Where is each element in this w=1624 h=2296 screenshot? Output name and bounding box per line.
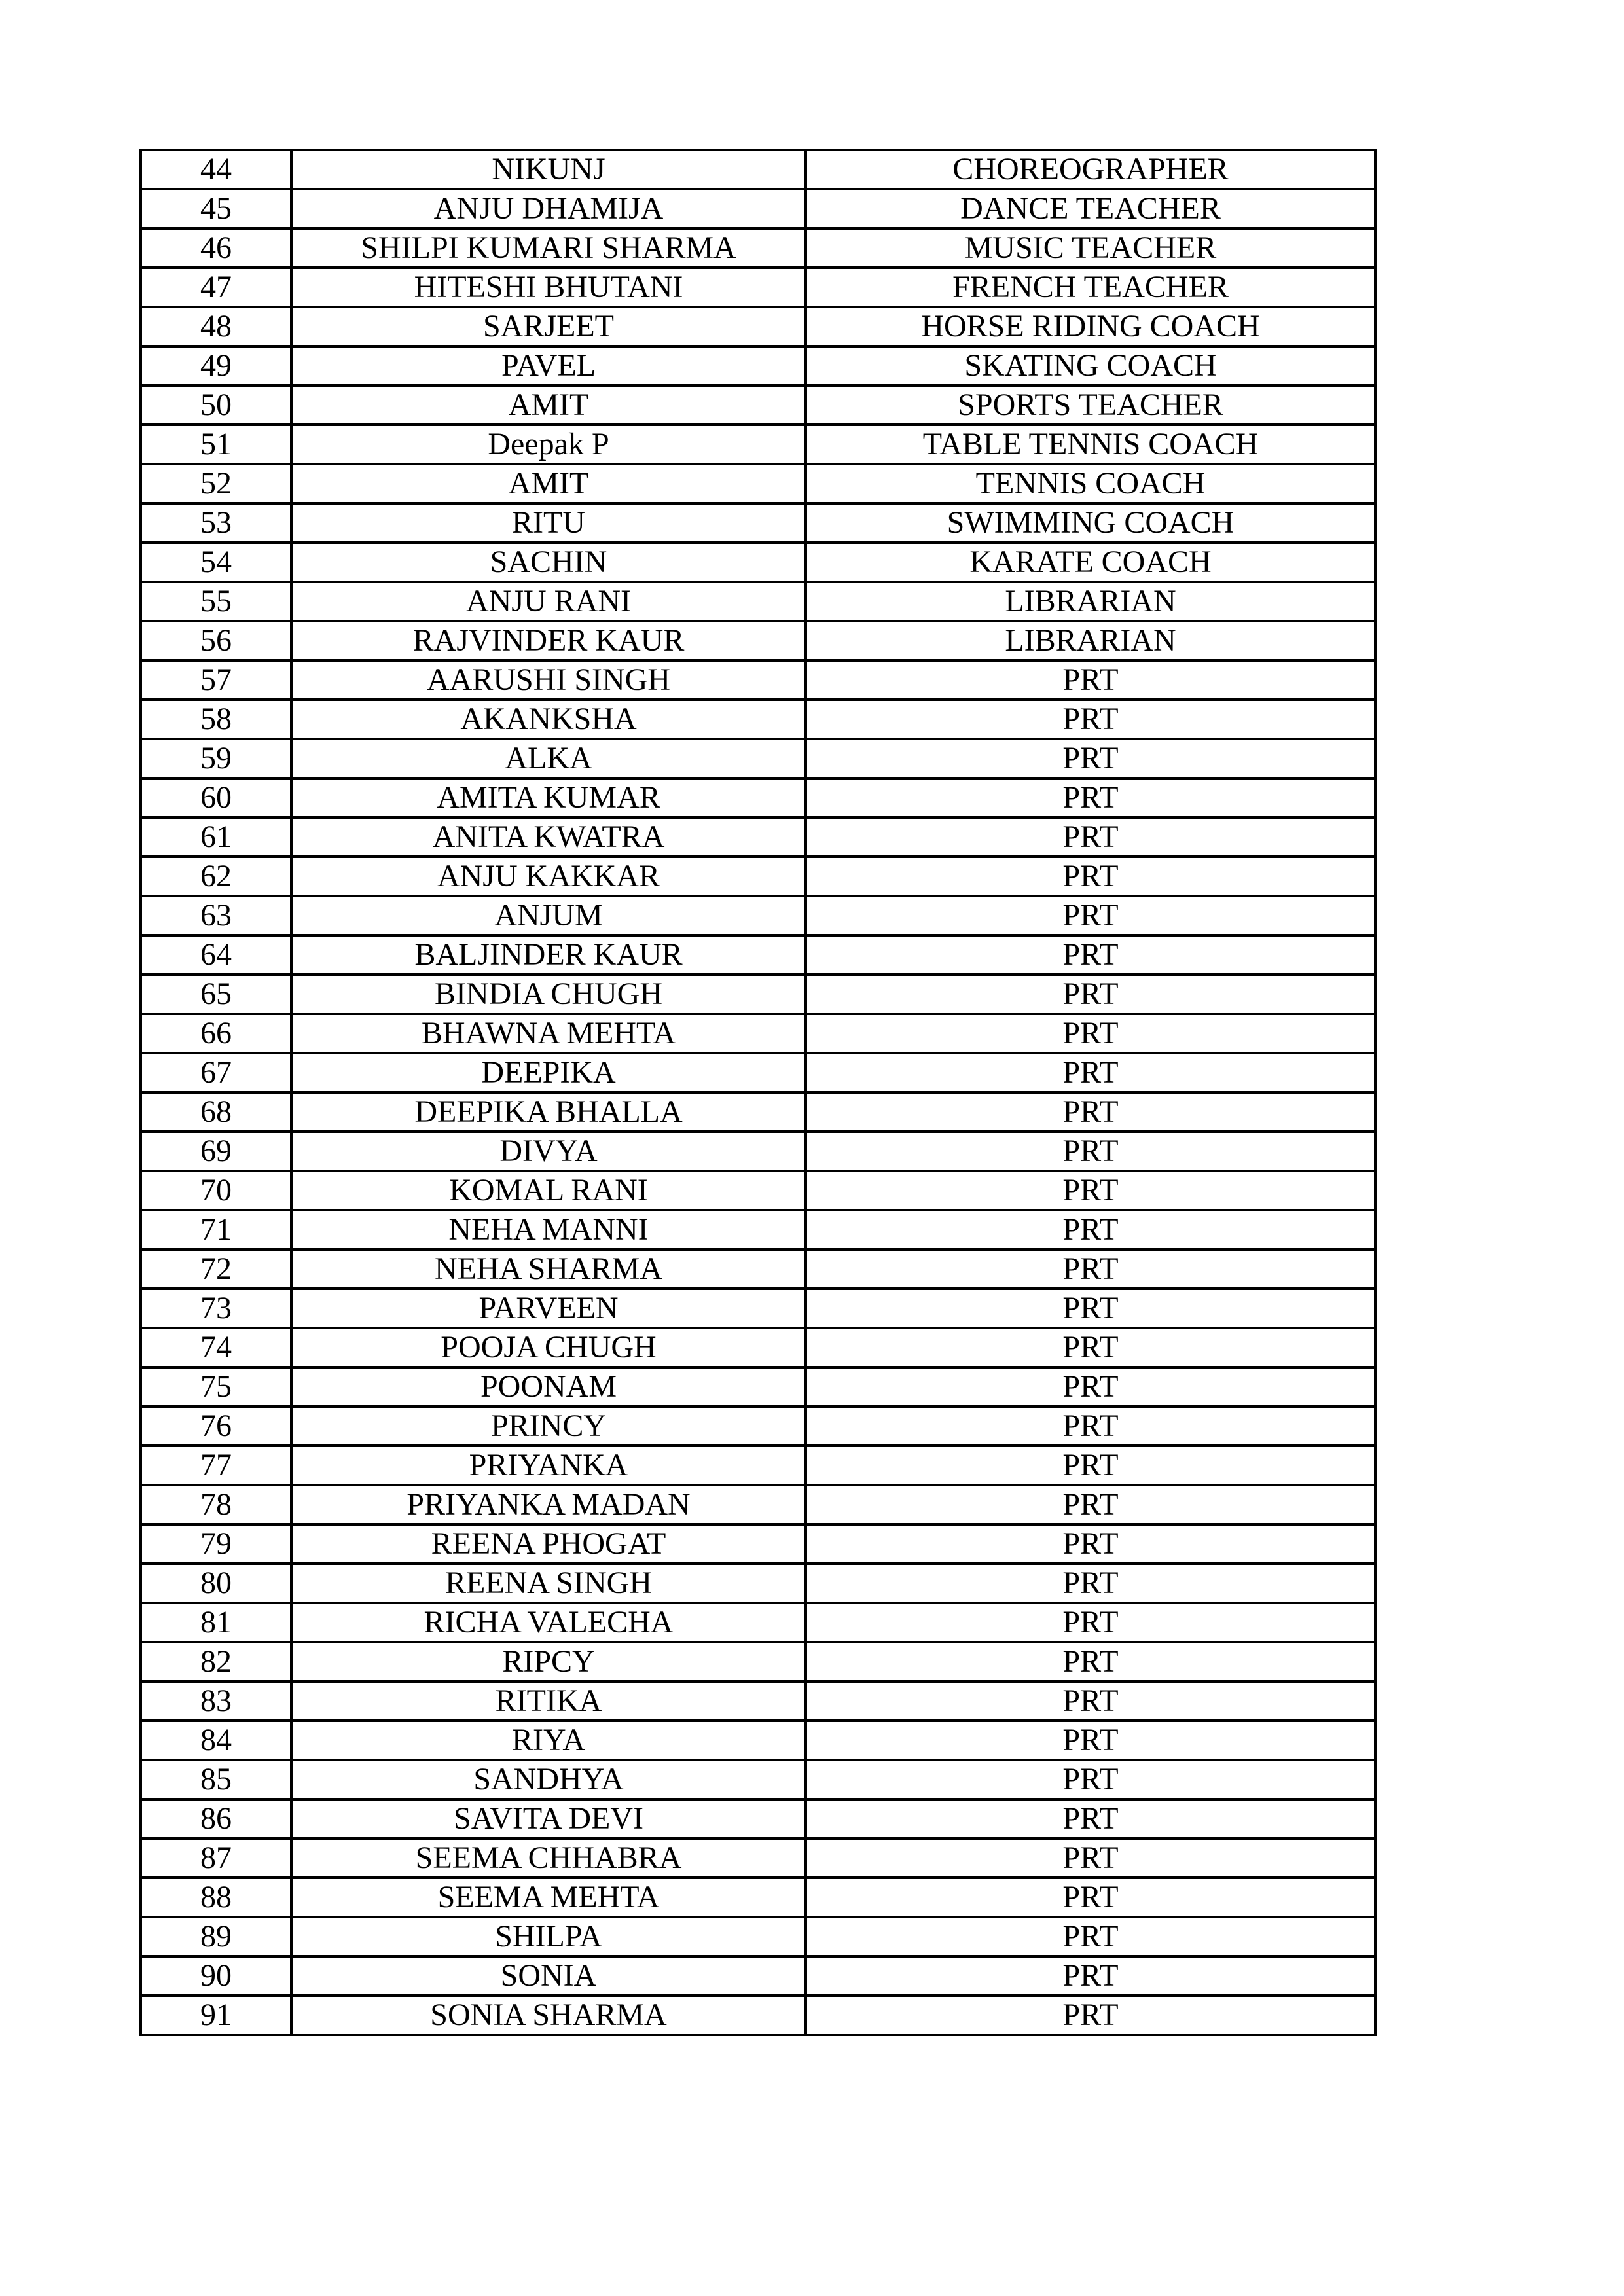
designation-cell: PRT (806, 1446, 1375, 1485)
serial-number-cell: 49 (141, 346, 291, 386)
serial-number-cell: 90 (141, 1956, 291, 1996)
serial-number-cell: 69 (141, 1132, 291, 1171)
designation-cell: PRT (806, 739, 1375, 778)
serial-number-cell: 59 (141, 739, 291, 778)
staff-name-cell: ALKA (291, 739, 806, 778)
table-row (141, 1956, 1375, 1996)
serial-number-cell: 83 (141, 1681, 291, 1721)
table-row (141, 1132, 1375, 1171)
designation-cell: PRT (806, 1092, 1375, 1132)
table-row (141, 189, 1375, 228)
serial-number-cell: 44 (141, 150, 291, 189)
designation-cell: PRT (806, 1210, 1375, 1249)
table-row (141, 1328, 1375, 1367)
staff-name-cell: NIKUNJ (291, 150, 806, 189)
designation-cell: DANCE TEACHER (806, 189, 1375, 228)
designation-cell: TABLE TENNIS COACH (806, 425, 1375, 464)
designation-cell: PRT (806, 1171, 1375, 1210)
staff-name-cell: SANDHYA (291, 1760, 806, 1799)
table-row (141, 1996, 1375, 2035)
staff-name-cell: SAVITA DEVI (291, 1799, 806, 1839)
table-row (141, 268, 1375, 307)
designation-cell: PRT (806, 700, 1375, 739)
table-row (141, 1878, 1375, 1917)
serial-number-cell: 52 (141, 464, 291, 503)
table-row (141, 1367, 1375, 1407)
table-row (141, 1053, 1375, 1092)
staff-name-cell: SHILPA (291, 1917, 806, 1956)
staff-name-cell: REENA PHOGAT (291, 1524, 806, 1564)
staff-name-cell: POOJA CHUGH (291, 1328, 806, 1367)
serial-number-cell: 84 (141, 1721, 291, 1760)
serial-number-cell: 71 (141, 1210, 291, 1249)
table-row (141, 1917, 1375, 1956)
staff-name-cell: SHILPI KUMARI SHARMA (291, 228, 806, 268)
designation-cell: PRT (806, 1564, 1375, 1603)
table-row (141, 778, 1375, 817)
serial-number-cell: 78 (141, 1485, 291, 1524)
table-row (141, 621, 1375, 660)
serial-number-cell: 85 (141, 1760, 291, 1799)
serial-number-cell: 55 (141, 582, 291, 621)
designation-cell: SWIMMING COACH (806, 503, 1375, 543)
table-row (141, 1210, 1375, 1249)
designation-cell: PRT (806, 1524, 1375, 1564)
serial-number-cell: 62 (141, 857, 291, 896)
staff-name-cell: DEEPIKA (291, 1053, 806, 1092)
table-row (141, 1642, 1375, 1681)
staff-name-cell: POONAM (291, 1367, 806, 1407)
table-row (141, 1839, 1375, 1878)
designation-cell: TENNIS COACH (806, 464, 1375, 503)
staff-name-cell: BHAWNA MEHTA (291, 1014, 806, 1053)
designation-cell: FRENCH TEACHER (806, 268, 1375, 307)
table-row (141, 817, 1375, 857)
staff-name-cell: ANJU KAKKAR (291, 857, 806, 896)
table-row (141, 543, 1375, 582)
serial-number-cell: 56 (141, 621, 291, 660)
serial-number-cell: 76 (141, 1407, 291, 1446)
designation-cell: PRT (806, 1289, 1375, 1328)
staff-name-cell: PRIYANKA (291, 1446, 806, 1485)
staff-name-cell: KOMAL RANI (291, 1171, 806, 1210)
table-row (141, 1289, 1375, 1328)
designation-cell: PRT (806, 1014, 1375, 1053)
serial-number-cell: 70 (141, 1171, 291, 1210)
serial-number-cell: 88 (141, 1878, 291, 1917)
designation-cell: PRT (806, 1485, 1375, 1524)
staff-name-cell: NEHA MANNI (291, 1210, 806, 1249)
designation-cell: PRT (806, 1839, 1375, 1878)
table-row (141, 1485, 1375, 1524)
staff-name-cell: AMIT (291, 464, 806, 503)
staff-name-cell: BALJINDER KAUR (291, 935, 806, 975)
designation-cell: PRT (806, 1996, 1375, 2035)
table-row (141, 1446, 1375, 1485)
serial-number-cell: 81 (141, 1603, 291, 1642)
table-row (141, 1799, 1375, 1839)
table-row (141, 307, 1375, 346)
serial-number-cell: 82 (141, 1642, 291, 1681)
staff-name-cell: BINDIA CHUGH (291, 975, 806, 1014)
table-row (141, 1564, 1375, 1603)
table-row (141, 150, 1375, 189)
serial-number-cell: 68 (141, 1092, 291, 1132)
table-row (141, 1171, 1375, 1210)
serial-number-cell: 74 (141, 1328, 291, 1367)
table-row (141, 503, 1375, 543)
table-row (141, 739, 1375, 778)
staff-name-cell: DEEPIKA BHALLA (291, 1092, 806, 1132)
table-row (141, 582, 1375, 621)
designation-cell: PRT (806, 1132, 1375, 1171)
table-row (141, 1524, 1375, 1564)
table-row (141, 1681, 1375, 1721)
designation-cell: LIBRARIAN (806, 582, 1375, 621)
serial-number-cell: 45 (141, 189, 291, 228)
designation-cell: PRT (806, 1053, 1375, 1092)
designation-cell: PRT (806, 1760, 1375, 1799)
staff-name-cell: RICHA VALECHA (291, 1603, 806, 1642)
serial-number-cell: 89 (141, 1917, 291, 1956)
serial-number-cell: 57 (141, 660, 291, 700)
designation-cell: PRT (806, 1917, 1375, 1956)
staff-name-cell: RAJVINDER KAUR (291, 621, 806, 660)
staff-name-cell: PRIYANKA MADAN (291, 1485, 806, 1524)
serial-number-cell: 91 (141, 1996, 291, 2035)
designation-cell: PRT (806, 935, 1375, 975)
serial-number-cell: 60 (141, 778, 291, 817)
designation-cell: PRT (806, 1956, 1375, 1996)
designation-cell: PRT (806, 1603, 1375, 1642)
staff-name-cell: AKANKSHA (291, 700, 806, 739)
table-row (141, 228, 1375, 268)
staff-name-cell: SACHIN (291, 543, 806, 582)
staff-name-cell: NEHA SHARMA (291, 1249, 806, 1289)
staff-name-cell: ANJU RANI (291, 582, 806, 621)
table-row (141, 896, 1375, 935)
serial-number-cell: 50 (141, 386, 291, 425)
serial-number-cell: 51 (141, 425, 291, 464)
staff-name-cell: RITU (291, 503, 806, 543)
serial-number-cell: 79 (141, 1524, 291, 1564)
table-row (141, 1721, 1375, 1760)
staff-name-cell: AMITA KUMAR (291, 778, 806, 817)
serial-number-cell: 86 (141, 1799, 291, 1839)
designation-cell: HORSE RIDING COACH (806, 307, 1375, 346)
staff-name-cell: RIPCY (291, 1642, 806, 1681)
staff-name-cell: SONIA (291, 1956, 806, 1996)
serial-number-cell: 66 (141, 1014, 291, 1053)
serial-number-cell: 46 (141, 228, 291, 268)
staff-name-cell: PARVEEN (291, 1289, 806, 1328)
staff-name-cell: AARUSHI SINGH (291, 660, 806, 700)
table-row (141, 425, 1375, 464)
designation-cell: PRT (806, 1799, 1375, 1839)
table-row (141, 857, 1375, 896)
designation-cell: PRT (806, 1367, 1375, 1407)
table-row (141, 660, 1375, 700)
designation-cell: PRT (806, 1721, 1375, 1760)
staff-table (139, 149, 1377, 2036)
table-row (141, 1249, 1375, 1289)
staff-name-cell: ANJU DHAMIJA (291, 189, 806, 228)
serial-number-cell: 53 (141, 503, 291, 543)
serial-number-cell: 63 (141, 896, 291, 935)
table-row (141, 700, 1375, 739)
staff-name-cell: PRINCY (291, 1407, 806, 1446)
designation-cell: PRT (806, 817, 1375, 857)
staff-name-cell: SARJEET (291, 307, 806, 346)
staff-name-cell: Deepak P (291, 425, 806, 464)
table-row (141, 464, 1375, 503)
serial-number-cell: 54 (141, 543, 291, 582)
staff-name-cell: SEEMA MEHTA (291, 1878, 806, 1917)
serial-number-cell: 65 (141, 975, 291, 1014)
designation-cell: PRT (806, 975, 1375, 1014)
staff-name-cell: ANITA KWATRA (291, 817, 806, 857)
designation-cell: PRT (806, 1681, 1375, 1721)
table-row (141, 1603, 1375, 1642)
table-row (141, 1092, 1375, 1132)
serial-number-cell: 47 (141, 268, 291, 307)
designation-cell: MUSIC TEACHER (806, 228, 1375, 268)
table-row (141, 975, 1375, 1014)
table-row (141, 1760, 1375, 1799)
designation-cell: PRT (806, 660, 1375, 700)
staff-name-cell: AMIT (291, 386, 806, 425)
serial-number-cell: 87 (141, 1839, 291, 1878)
table-row (141, 935, 1375, 975)
serial-number-cell: 48 (141, 307, 291, 346)
table-row (141, 346, 1375, 386)
staff-name-cell: SEEMA CHHABRA (291, 1839, 806, 1878)
staff-name-cell: ANJUM (291, 896, 806, 935)
designation-cell: PRT (806, 1328, 1375, 1367)
designation-cell: PRT (806, 1642, 1375, 1681)
staff-name-cell: REENA SINGH (291, 1564, 806, 1603)
designation-cell: SKATING COACH (806, 346, 1375, 386)
designation-cell: SPORTS TEACHER (806, 386, 1375, 425)
designation-cell: LIBRARIAN (806, 621, 1375, 660)
designation-cell: PRT (806, 896, 1375, 935)
staff-table-body (141, 150, 1375, 2035)
staff-name-cell: RIYA (291, 1721, 806, 1760)
staff-name-cell: HITESHI BHUTANI (291, 268, 806, 307)
serial-number-cell: 67 (141, 1053, 291, 1092)
designation-cell: PRT (806, 778, 1375, 817)
designation-cell: PRT (806, 1407, 1375, 1446)
serial-number-cell: 80 (141, 1564, 291, 1603)
serial-number-cell: 75 (141, 1367, 291, 1407)
designation-cell: KARATE COACH (806, 543, 1375, 582)
staff-name-cell: SONIA SHARMA (291, 1996, 806, 2035)
serial-number-cell: 58 (141, 700, 291, 739)
table-row (141, 1014, 1375, 1053)
designation-cell: PRT (806, 1878, 1375, 1917)
serial-number-cell: 61 (141, 817, 291, 857)
table-row (141, 386, 1375, 425)
staff-name-cell: PAVEL (291, 346, 806, 386)
serial-number-cell: 64 (141, 935, 291, 975)
staff-name-cell: DIVYA (291, 1132, 806, 1171)
table-row (141, 1407, 1375, 1446)
staff-name-cell: RITIKA (291, 1681, 806, 1721)
designation-cell: CHOREOGRAPHER (806, 150, 1375, 189)
designation-cell: PRT (806, 1249, 1375, 1289)
serial-number-cell: 72 (141, 1249, 291, 1289)
designation-cell: PRT (806, 857, 1375, 896)
serial-number-cell: 77 (141, 1446, 291, 1485)
serial-number-cell: 73 (141, 1289, 291, 1328)
